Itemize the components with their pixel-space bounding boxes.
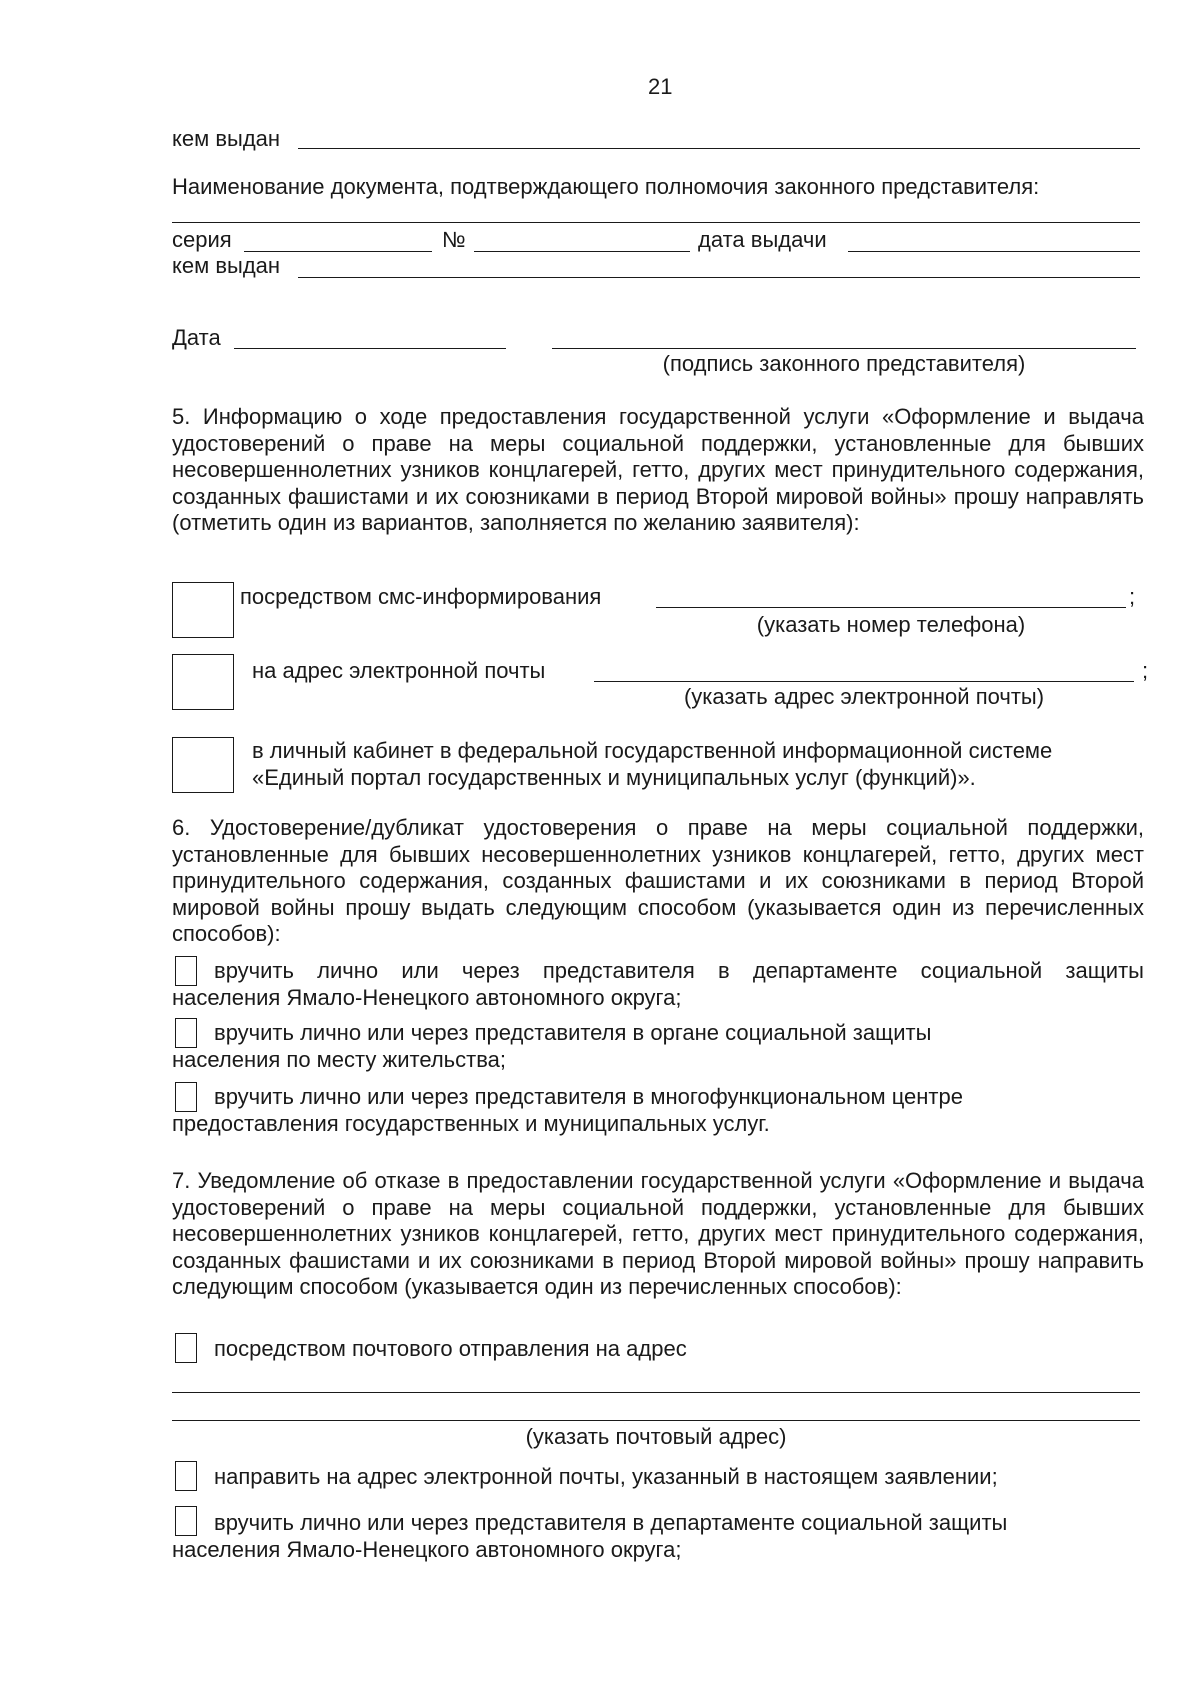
s6-option2-line2: населения по месту жительства; (172, 1047, 506, 1072)
signature-caption: (подпись законного представителя) (662, 351, 1026, 376)
rep-doc-issued-by-label: кем выдан (172, 253, 281, 278)
s6-option1-line2: населения Ямало-Ненецкого автономного округа; (172, 985, 682, 1010)
issue-date-field[interactable] (848, 251, 1140, 252)
number-field[interactable] (474, 251, 690, 252)
s6-option2-line1: вручить лично или через представителя в органе социальной защиты (214, 1020, 932, 1045)
date-label: Дата (172, 325, 221, 350)
portal-option-line2: «Единый портал государственных и муниципальных услуг (функций)». (252, 765, 976, 790)
rep-doc-title: Наименование документа, подтверждающего полномочия законного представителя: (172, 174, 1040, 199)
phone-hint: (указать номер телефона) (756, 612, 1026, 637)
postal-address-hint: (указать почтовый адрес) (525, 1424, 787, 1449)
email-checkbox[interactable] (172, 654, 234, 710)
section6-text: 6. Удостоверение/дубликат удостоверения о праве на меры социальной поддержки, установленные для бывших несовершеннолетних узников концлагерей, гетто, других мест принудительного содержания, созданных фашистами и их союзниками в период Второй мировой войны прошу выдать следующим способом (указывается один из перечисленных способов): (172, 815, 1144, 946)
issued-by-field[interactable] (298, 148, 1140, 149)
issued-by-label: кем выдан (172, 126, 281, 151)
email-field[interactable] (594, 681, 1134, 682)
section7-text: 7. Уведомление об отказе в предоставлении государственной услуги «Оформление и выдача удостоверений о праве на меры социальной поддержки, установленные для бывших несовершеннолетних узников концлагерей, гетто, других мест принудительного содержания, созданных фашистами и их союзниками в период Второй мировой войны» прошу направить следующим способом (указывается один из перечисленных способов): (172, 1168, 1144, 1299)
postal-address-field-1[interactable] (172, 1392, 1140, 1393)
portal-checkbox[interactable] (172, 737, 234, 793)
sms-option-end: ; (1129, 584, 1136, 609)
s6-option3-line2: предоставления государственных и муниципальных услуг. (172, 1111, 770, 1136)
rep-doc-name-field[interactable] (172, 222, 1140, 223)
s6-option3-line1: вручить лично или через представителя в многофункциональном центре (214, 1084, 963, 1109)
s7-personal-line1: вручить лично или через представителя в департаменте социальной защиты (214, 1510, 1008, 1535)
sms-option-label: посредством смс-информирования (240, 584, 602, 609)
issue-date-label: дата выдачи (698, 227, 827, 252)
phone-field[interactable] (656, 607, 1126, 608)
portal-option-line1: в личный кабинет в федеральной государственной информационной системе (252, 738, 1053, 763)
date-field[interactable] (234, 348, 506, 349)
series-label: серия (172, 227, 232, 252)
s6-option2-checkbox[interactable] (175, 1018, 197, 1048)
section5-text: 5. Информацию о ходе предоставления государственной услуги «Оформление и выдача удостоверений о праве на меры социальной поддержки, установленные для бывших несовершеннолетних узников концлагерей, гетто, других мест принудительного содержания, созданных фашистами и их союзниками в период Второй мировой войны» прошу направлять (отметить один из вариантов, заполняется по желанию заявителя): (172, 404, 1144, 535)
email-hint: (указать адрес электронной почты) (683, 684, 1045, 709)
s6-option3-checkbox[interactable] (175, 1082, 197, 1112)
sms-checkbox[interactable] (172, 582, 234, 638)
s6-option1-checkbox[interactable] (175, 956, 197, 986)
s6-option1-line1: вручить лично или через представителя в департаменте социальной защиты (214, 958, 1144, 983)
series-field[interactable] (244, 251, 432, 252)
email-option-end: ; (1142, 658, 1149, 683)
s7-email-label: направить на адрес электронной почты, указанный в настоящем заявлении; (214, 1464, 998, 1489)
s7-email-checkbox[interactable] (175, 1461, 197, 1491)
signature-field[interactable] (552, 348, 1136, 349)
page-number: 21 (648, 74, 673, 99)
s7-post-label: посредством почтового отправления на адрес (214, 1336, 687, 1361)
rep-doc-issued-by-field[interactable] (298, 277, 1140, 278)
number-label: № (442, 227, 466, 252)
postal-address-field-2[interactable] (172, 1420, 1140, 1421)
s7-personal-checkbox[interactable] (175, 1506, 197, 1536)
s7-post-checkbox[interactable] (175, 1333, 197, 1363)
s7-personal-line2: населения Ямало-Ненецкого автономного округа; (172, 1537, 682, 1562)
email-option-label: на адрес электронной почты (252, 658, 546, 683)
